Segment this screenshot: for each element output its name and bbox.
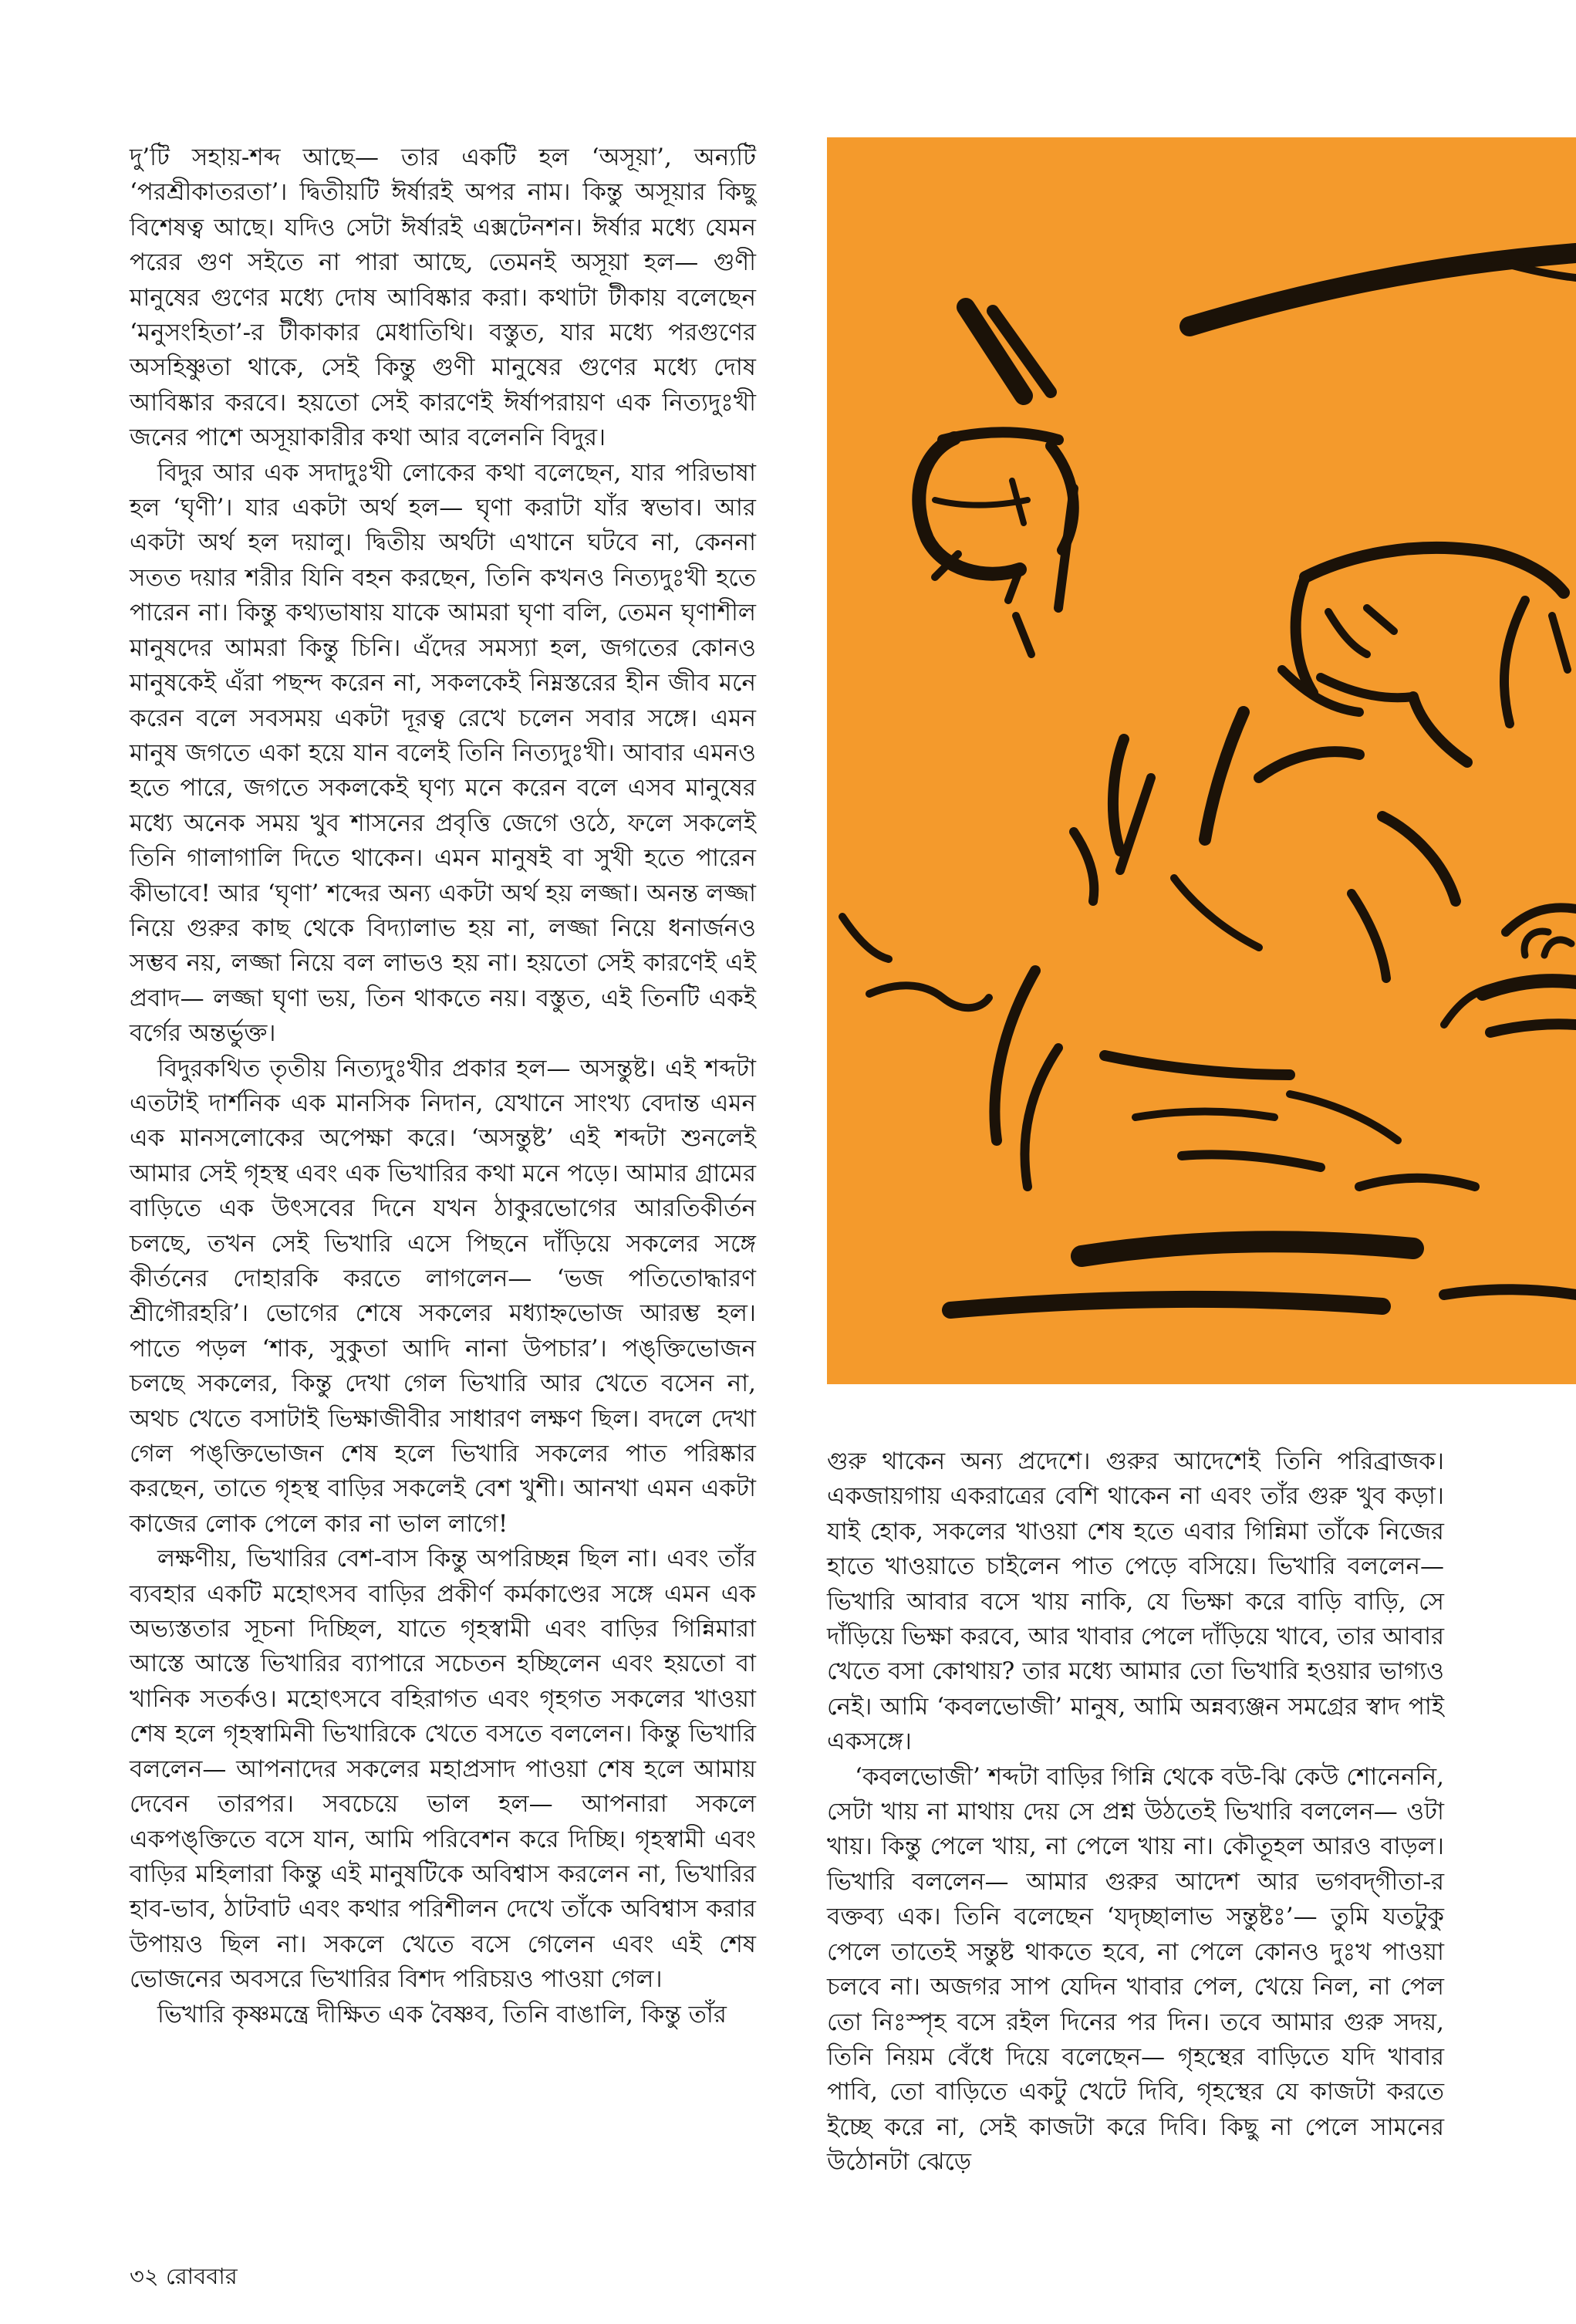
article-paragraph: ‘কবলভোজী’ শব্দটা বাড়ির গিন্নি থেকে বউ-ঝি কেউ শোনেননি, সেটা খায় না মাথায় দেয় সে প্রশ্ন উঠতেই ভিখারি বললেন— ওটা খায়। কিন্তু পেলে খায়, না পেলে খায় না। কৌতূহল আরও বাড়ল। ভিখারি বললেন— আমার গুরুর আদেশ আর ভগবদ্‌গীতা-র বক্তব্য এক। তিনি বলেছেন ‘যদৃচ্ছালাভ সন্তুষ্টঃ’— তুমি যতটুকু পেলে তাতেই সন্তুষ্ট থাকতে হবে, না পেলে কোনও দুঃখ পাওয়া চলবে না। অজগর সাপ যেদিন খাবার পেল, খেয়ে নিল, না পেল তো নিঃস্পৃহ বসে রইল দিনের পর দিন। তবে আমার গুরু সদয়, তিনি নিয়ম বেঁধে দিয়ে বলেছেন— গৃহস্থের বাড়িতে যদি খাবার পাবি, তো বাড়িতে একটু খেটে দিবি, গৃহস্থের যে কাজটা করতে ইচ্ছে করে না, সেই কাজটা করে দিবি। কিছু না পেলে সামনের উঠোনটা ঝেড়ে — [827, 1762, 1444, 2177]
article-paragraph: বিদুর আর এক সদাদুঃখী লোকের কথা বলেছেন, যার পরিভাষা হল ‘ঘৃণী’। যার একটা অর্থ হল— ঘৃণা করাটা যাঁর স্বভাব। আর একটা অর্থ হল দয়ালু। দ্বিতীয় অর্থটা এখানে ঘটবে না, কেননা সতত দয়ার শরীর যিনি বহন করছেন, তিনি কখনও নিত্যদুঃখী হতে পারেন না। কিন্তু কথ্যভাষায় যাকে আমরা ঘৃণা বলি, তেমন ঘৃণাশীল মানুষদের আমরা কিন্তু চিনি। এঁদের সমস্যা হল, জগতের কোনও মানুষকেই এঁরা পছন্দ করেন না, সকলকেই নিম্নস্তরের হীন জীব মনে করেন বলে সবসময় একটা দূরত্ব রেখে চলেন সবার সঙ্গে। এমন মানুষ জগতে একা হয়ে যান বলেই তিনি নিত্যদুঃখী। আবার এমনও হতে পারে, জগতে সকলকেই ঘৃণ্য মনে করেন বলে এসব মানুষের মধ্যে অনেক সময় খুব শাসনের প্রবৃত্তি জেগে ওঠে, ফলে সকলেই তিনি গালাগালি দিতে থাকেন। এমন মানুষই বা সুখী হতে পারেন কীভাবে! আর ‘ঘৃণা’ শব্দের অন্য একটা অর্থ হয় লজ্জা। অনন্ত লজ্জা নিয়ে গুরুর কাছ থেকে বিদ্যালাভ হয় না, লজ্জা নিয়ে ধনার্জনও সম্ভব নয়, লজ্জা নিয়ে বল লাভও হয় না। হয়তো সেই কারণেই এই প্রবাদ— লজ্জা ঘৃণা ভয়, তিন থাকতে নয়। বস্তুত, এই তিনটি একই বর্গের অন্তর্ভুক্ত। — [130, 458, 756, 1048]
article-paragraph: দু’টি সহায়-শব্দ আছে— তার একটি হল ‘অসূয়া’, অন্যটি ‘পরশ্রীকাতরতা’। দ্বিতীয়টি ঈর্ষারই অপর নাম। কিন্তু অসূয়ার কিছু বিশেষত্ব আছে। যদিও সেটা ঈর্ষারই এক্সটেনশন। ঈর্ষার মধ্যে যেমন পরের গুণ সইতে না পারা আছে, তেমনই অসূয়া হল— গুণী মানুষের গুণের মধ্যে দোষ আবিষ্কার করা। কথাটা টীকায় বলেছেন ‘মনুসংহিতা’-র টীকাকার মেধাতিথি। বস্তুত, যার মধ্যে পরগুণের অসহিষ্ণুতা থাকে, সেই কিন্তু গুণী মানুষের গুণের মধ্যে দোষ আবিষ্কার করবে। হয়তো সেই কারণেই ঈর্ষাপরায়ণ এক নিত্যদুঃখী জনের পাশে অসূয়াকারীর কথা আর বলেননি বিদুর। — [130, 144, 756, 452]
article-paragraph: ভিখারি কৃষ্ণমন্ত্রে দীক্ষিত এক বৈষ্ণব, তিনি বাঙালি, কিন্তু তাঁর — [157, 2000, 727, 2028]
article-paragraph: গুরু থাকেন অন্য প্রদেশে। গুরুর আদেশেই তিনি পরিব্রাজক। একজায়গায় একরাত্রের বেশি থাকেন না এবং তাঁর গুরু খুব কড়া। যাই হোক, সকলের খাওয়া শেষ হতে এবার গিন্নিমা তাঁকে নিজের হাতে খাওয়াতে চাইলেন পাত পেড়ে বসিয়ে। ভিখারি বললেন— ভিখারি আবার বসে খায় নাকি, যে ভিক্ষা করে বাড়ি বাড়ি, সে দাঁড়িয়ে ভিক্ষা করবে, আর খাবার পেলে দাঁড়িয়ে খাবে, তার আবার খেতে বসা কোথায়? তার মধ্যে আমার তো ভিখারি হওয়ার ভাগ্যও নেই। আমি ‘কবলভোজী’ মানুষ, আমি অন্নব্যঞ্জন সমগ্রের স্বাদ পাই একসঙ্গে। — [827, 1447, 1444, 1756]
article-column-left — [130, 140, 756, 2032]
page-number: ৩২ — [130, 2263, 159, 2289]
page-footer — [130, 2261, 238, 2292]
magazine-name: রোববার — [165, 2263, 238, 2289]
article-paragraph: লক্ষণীয়, ভিখারির বেশ-বাস কিন্তু অপরিচ্ছন্ন ছিল না। এবং তাঁর ব্যবহার একটি মহোৎসব বাড়ির প্রকীর্ণ কর্মকাণ্ডের সঙ্গে এমন এক অভ্যস্ততার সূচনা দিচ্ছিল, যাতে গৃহস্বামী এবং বাড়ির গিন্নিমারা আস্তে আস্তে ভিখারির ব্যাপারে সচেতন হচ্ছিলেন এবং হয়তো বা খানিক সতর্কও। মহোৎসবে বহিরাগত এবং গৃহগত সকলের খাওয়া শেষ হলে গৃহস্বামিনী ভিখারিকে খেতে বসতে বললেন। কিন্তু ভিখারি বললেন— আপনাদের সকলের মহাপ্রসাদ পাওয়া শেষ হলে আমায় দেবেন তারপর। সবচেয়ে ভাল হল— আপনারা সকলে একপঙ্‌ক্তিতে বসে যান, আমি পরিবেশন করে দিচ্ছি। গৃহস্বামী এবং বাড়ির মহিলারা কিন্তু এই মানুষটিকে অবিশ্বাস করলেন না, ভিখারির হাব-ভাব, ঠাটবাট এবং কথার পরিশীলন দেখে তাঁকে অবিশ্বাস করার উপায়ও ছিল না। সকলে খেতে বসে গেলেন এবং এই শেষ ভোজনের অবসরে ভিখারির বিশদ পরিচয়ও পাওয়া গেল। — [130, 1545, 756, 1994]
article-column-right — [827, 1444, 1444, 2180]
brush-illustration — [827, 137, 1576, 1384]
article-paragraph: বিদুরকথিত তৃতীয় নিত্যদুঃখীর প্রকার হল— অসন্তুষ্ট। এই শব্দটা এতটাই দার্শনিক এক মানসিক নিদান, যেখানে সাংখ্য বেদান্ত এমন এক মানসলোকের অপেক্ষা করে। ‘অসন্তুষ্ট’ এই শব্দটা শুনলেই আমার সেই গৃহস্থ এবং এক ভিখারির কথা মনে পড়ে। আমার গ্রামের বাড়িতে এক উৎসবের দিনে যখন ঠাকুরভোগের আরতিকীর্তন চলছে, তখন সেই ভিখারি এসে পিছনে দাঁড়িয়ে সকলের সঙ্গে কীর্তনের দোহারকি করতে লাগলেন— ‘ভজ পতিতোদ্ধারণ শ্রীগৌরহরি’। ভোগের শেষে সকলের মধ্যাহ্নভোজ আরম্ভ হল। পাতে পড়ল ‘শাক, সুকুতা আদি নানা উপচার’। পঙ্‌ক্তিভোজন চলছে সকলের, কিন্তু দেখা গেল ভিখারি আর খেতে বসেন না, অথচ খেতে বসাটাই ভিক্ষাজীবীর সাধারণ লক্ষণ ছিল। বদলে দেখা গেল পঙ্‌ক্তিভোজন শেষ হলে ভিখারি সকলের পাত পরিষ্কার করছেন, তাতে গৃহস্থ বাড়ির সকলেই বেশ খুশী। আনখা এমন একটা কাজের লোক পেলে কার না ভাল লাগে! — [130, 1054, 756, 1538]
illustration-beggar-brush-painting — [827, 137, 1576, 1384]
